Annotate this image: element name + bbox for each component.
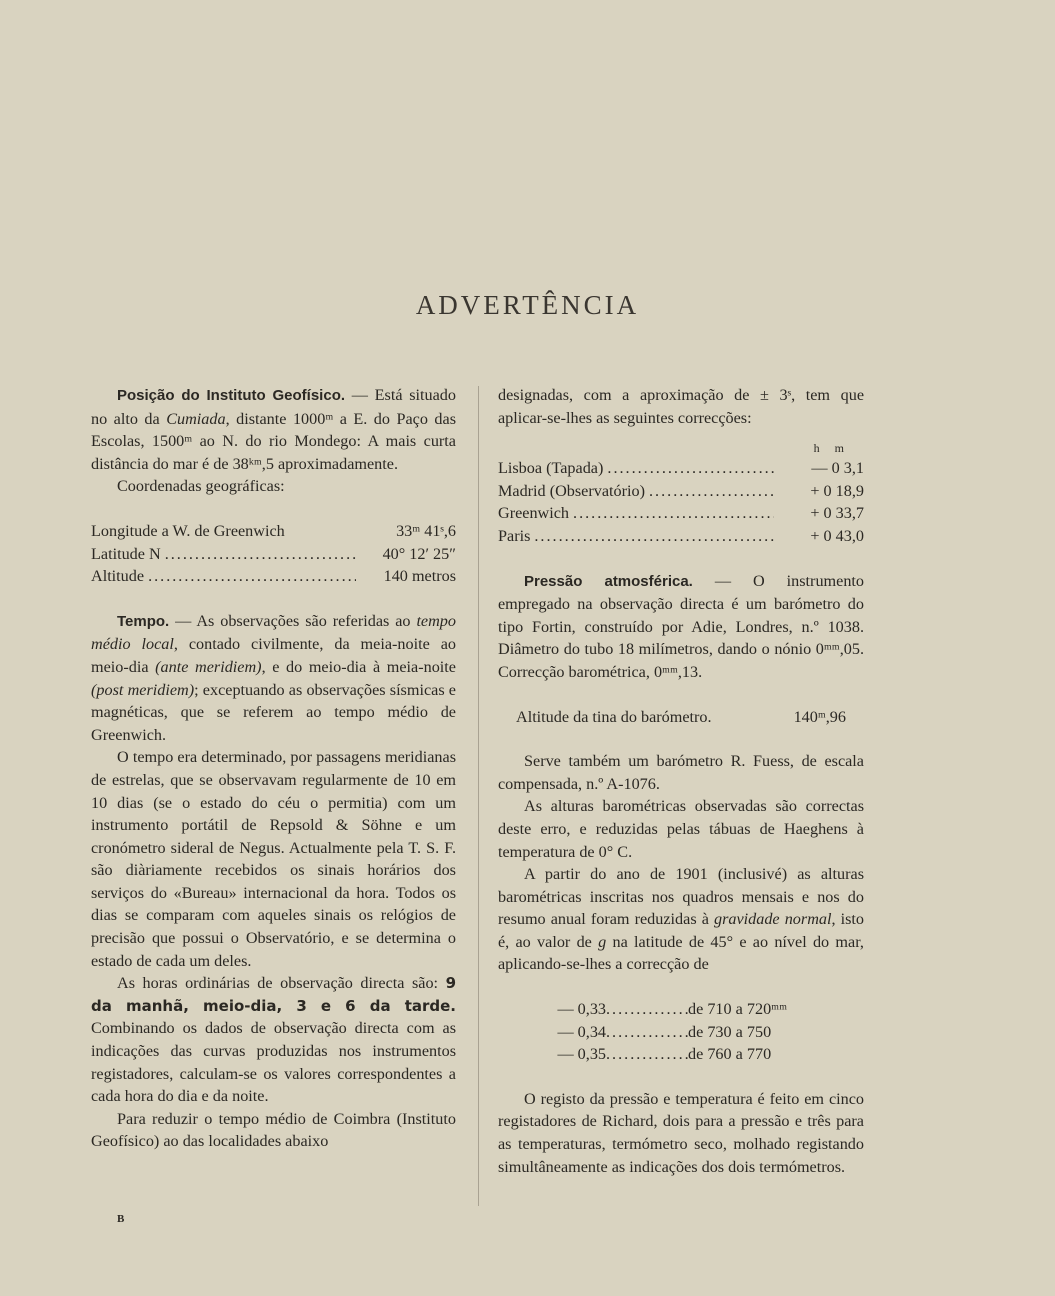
corrections-table xyxy=(498,457,864,547)
coord-value: 40° 12′ 25″ xyxy=(382,544,456,563)
paragraph-corrected: As alturas barométricas observadas são correctas deste erro, e reduzidas pelas tábuas de Haeghens à temperatura de 0° C. xyxy=(498,797,864,861)
coord-row xyxy=(91,543,456,566)
coord-row xyxy=(91,565,456,588)
coord-row xyxy=(91,520,456,543)
paragraph-hours xyxy=(91,972,456,1108)
leader-dots xyxy=(165,543,356,566)
text-italic: gravidade normal xyxy=(713,910,832,929)
paragraph-pressure xyxy=(498,570,864,684)
leader-dots xyxy=(606,998,688,1021)
section-heading-position: Posição do Instituto Geofísico. xyxy=(117,387,346,404)
text: , contado civilmente, da meia-noite ao meio-dia xyxy=(91,635,456,676)
place-label: Greenwich xyxy=(498,504,570,523)
text-italic: g xyxy=(598,932,607,951)
page-title: ADVERTÊNCIA xyxy=(415,290,640,320)
text: ; exceptuando as observações sísmicas e magnéticas, que se referem ao tempo médio de Greenwich. xyxy=(91,680,456,744)
coords-intro: Coordenadas geográficas: xyxy=(117,477,285,496)
text: — Está situado no alto da xyxy=(91,386,456,428)
correction-row xyxy=(498,457,864,480)
paragraph-reduce: Para reduzir o tempo médio de Coimbra (Instituto Geofísico) ao das localidades abaixo xyxy=(91,1109,456,1151)
text: , e do meio-dia à meia-noite xyxy=(261,657,456,676)
coordinates-table xyxy=(91,520,456,588)
right-column xyxy=(498,384,864,1178)
correction-row xyxy=(498,525,864,548)
coord-label: Altitude xyxy=(91,567,145,586)
gravity-row xyxy=(538,998,864,1021)
gravity-correction: — 0,35 xyxy=(557,1045,606,1064)
section-heading-pressure: Pressão atmosférica. xyxy=(524,572,693,590)
text-italic: tempo médio local xyxy=(91,611,456,654)
paragraph-recorders: O registo da pressão e temperatura é feito em cinco registadores de Richard, dois para a pressão e três para as temperaturas, termómetro seco, molhado registando simultâneamente as indicações dos dois termómetros. xyxy=(498,1089,864,1176)
text: , distante 1000ᵐ a E. do Paço das Escolas, 1500ᵐ ao N. do rio Mondego: A mais curta distância do mar é de 38ᵏᵐ,5 aproximadamente. xyxy=(91,409,456,473)
coord-label: Longitude a W. de Greenwich xyxy=(91,521,285,540)
place-label: Paris xyxy=(498,526,531,545)
barometer-altitude-row xyxy=(498,706,864,729)
leader-dots xyxy=(534,525,774,548)
correction-value: + 0 33,7 xyxy=(810,504,864,523)
place-label: Lisboa (Tapada) xyxy=(498,459,604,478)
gravity-correction: — 0,33 xyxy=(557,1000,606,1019)
paragraph-time xyxy=(91,610,456,747)
leader-dots xyxy=(573,502,774,525)
gravity-row xyxy=(538,1043,864,1066)
place-label: Madrid (Observatório) xyxy=(498,481,645,500)
leader-dots xyxy=(649,480,774,503)
text: — O instrumento empregado na observação directa é um barómetro do tipo Fortin, construído por Adie, Londres, n.º 1038. Diâmetro do tubo 18 milímetros, dando o nónio 0ᵐᵐ,05. Correcção barométrica, 0ᵐᵐ,13. xyxy=(498,571,864,681)
signature-mark: B xyxy=(117,1213,125,1225)
leader-dots xyxy=(606,1021,688,1044)
correction-value: + 0 43,0 xyxy=(810,526,864,545)
leader-dots xyxy=(607,457,774,480)
coord-value: 33ᵐ 41ˢ,6 xyxy=(396,521,456,540)
correction-row xyxy=(498,480,864,503)
correction-row xyxy=(498,502,864,525)
pressure-range: de 730 a 750 xyxy=(688,1022,772,1041)
pressure-range: de 760 a 770 xyxy=(688,1045,772,1064)
correction-value: — 0 3,1 xyxy=(811,459,864,478)
altitude-label: Altitude da tina do barómetro. xyxy=(516,707,712,726)
column-divider xyxy=(478,386,479,1206)
paragraph-corrections-intro: designadas, com a aproximação de ± 3ˢ, tem que aplicar-se-lhes as seguintes correcções: xyxy=(498,386,864,427)
text-italic: (ante meridiem) xyxy=(155,657,262,676)
correction-value: + 0 18,9 xyxy=(810,481,864,500)
text-italic: Cumiada xyxy=(166,409,226,428)
text-italic: (post meridiem) xyxy=(91,680,195,699)
gravity-row xyxy=(538,1021,864,1044)
text: — As observações são referidas ao xyxy=(169,611,417,630)
paragraph-fuess: Serve também um barómetro R. Fuess, de escala compensada, n.º A-1076. xyxy=(498,752,864,793)
gravity-correction-table xyxy=(498,998,864,1066)
coord-value: 140 metros xyxy=(383,567,456,586)
text: na latitude de 45° e ao nível do mar, aplicando-se-lhes a correcção de xyxy=(498,932,864,974)
observation-hours: 9 da manhã, meio-dia, 3 e 6 da tarde. xyxy=(91,974,456,1015)
altitude-value: 140ᵐ,96 xyxy=(793,707,846,726)
pressure-range: de 710 a 720ᵐᵐ xyxy=(688,1000,787,1019)
left-column xyxy=(91,384,456,1153)
text: , isto é, ao valor de xyxy=(498,910,865,951)
section-heading-time: Tempo. xyxy=(117,612,170,630)
text: A partir do ano de 1901 (inclusivé) as alturas barométricas inscritas nos quadros mensais e nos do resumo anual foram reduzidas à xyxy=(498,865,864,929)
leader-dots xyxy=(148,565,356,588)
text: Combinando os dados de observação directa com as indicações das curvas produzidas nos instrumentos registadores, calculam-se os valores correspondentes a cada hora do dia e da noite. xyxy=(91,1019,456,1106)
gravity-correction: — 0,34 xyxy=(557,1022,606,1041)
corrections-unit-header: h m xyxy=(813,441,850,456)
text: As horas ordinárias de observação directa são: xyxy=(117,974,446,993)
paragraph-position xyxy=(91,384,456,475)
paragraph-gravity xyxy=(498,863,864,976)
paragraph-time-determination: O tempo era determinado, por passagens meridianas de estrelas, que se observavam regularmente de 10 em 10 dias (se o estado do céu o permitia) com um instrumento portátil de Repsold & Söhne e um cronómetro sideral de Negus. Actualmente pela T. S. F. são diàriamente recebidos os sinais horários dos serviços do «Bureau» internacional da hora. Todos os dias se comparam com aqueles sinais os relógios de precisão que possui o Observatório, e se determina o estado de cada um deles. xyxy=(91,748,456,970)
coord-label: Latitude N xyxy=(91,544,161,563)
leader-dots xyxy=(606,1043,688,1066)
